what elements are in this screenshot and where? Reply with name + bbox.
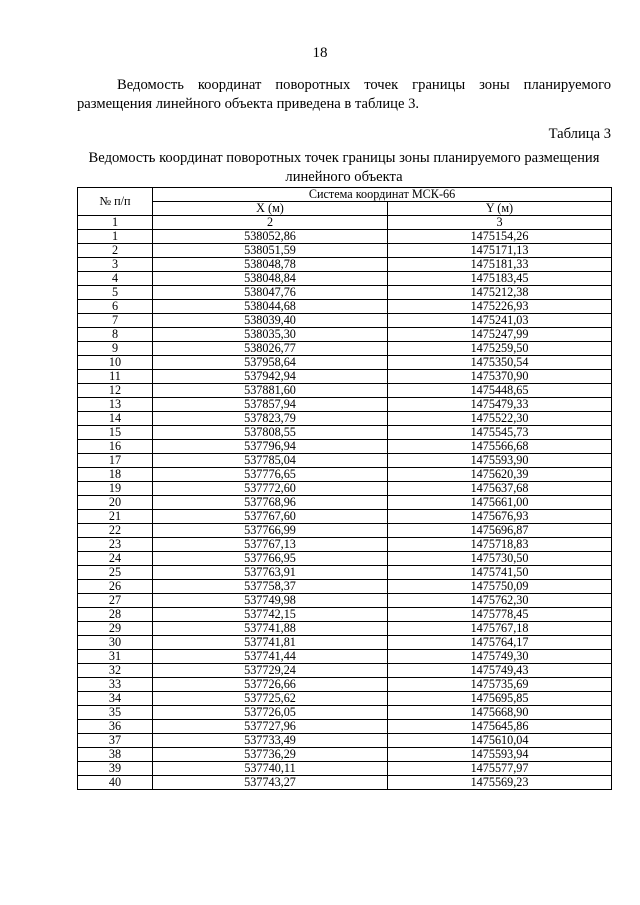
column-number: 3: [388, 216, 612, 230]
table-row: [78, 258, 612, 272]
y-coordinate-cell: 1475545,73: [388, 426, 612, 440]
x-coordinate-cell: 537772,60: [153, 482, 388, 496]
y-coordinate-cell: 1475778,45: [388, 608, 612, 622]
table-row: [78, 328, 612, 342]
column-number-row: [78, 216, 612, 230]
point-number-cell: 25: [78, 566, 153, 580]
table-row: [78, 678, 612, 692]
y-coordinate-cell: 1475718,83: [388, 538, 612, 552]
point-number-cell: 27: [78, 594, 153, 608]
x-coordinate-cell: 537767,60: [153, 510, 388, 524]
x-coordinate-cell: 537768,96: [153, 496, 388, 510]
x-coordinate-cell: 537743,27: [153, 776, 388, 790]
table-row: [78, 342, 612, 356]
x-coordinate-cell: 537776,65: [153, 468, 388, 482]
point-number-cell: 31: [78, 650, 153, 664]
table-row: [78, 398, 612, 412]
y-coordinate-cell: 1475479,33: [388, 398, 612, 412]
table-row: [78, 636, 612, 650]
column-number: 2: [153, 216, 388, 230]
x-coordinate-cell: 537808,55: [153, 426, 388, 440]
y-coordinate-cell: 1475749,30: [388, 650, 612, 664]
point-number-cell: 21: [78, 510, 153, 524]
table-title: Ведомость координат поворотных точек границы зоны планируемого размещения линейного объекта: [88, 150, 600, 185]
table-row: [78, 286, 612, 300]
y-coordinate-cell: 1475569,23: [388, 776, 612, 790]
x-coordinate-cell: 537766,99: [153, 524, 388, 538]
table-row: [78, 664, 612, 678]
header-coordinate-system: Система координат МСК-66: [153, 188, 612, 202]
table-row: [78, 608, 612, 622]
intro-paragraph: Ведомость координат поворотных точек границы зоны планируемого размещения линейного объекта приведена в таблице 3.: [77, 77, 611, 112]
x-coordinate-cell: 537741,44: [153, 650, 388, 664]
x-coordinate-cell: 538051,59: [153, 244, 388, 258]
x-coordinate-cell: 538048,78: [153, 258, 388, 272]
y-coordinate-cell: 1475350,54: [388, 356, 612, 370]
y-coordinate-cell: 1475767,18: [388, 622, 612, 636]
x-coordinate-cell: 537749,98: [153, 594, 388, 608]
y-coordinate-cell: 1475676,93: [388, 510, 612, 524]
y-coordinate-cell: 1475259,50: [388, 342, 612, 356]
header-number: № п/п: [78, 188, 153, 216]
x-coordinate-cell: 537766,95: [153, 552, 388, 566]
y-coordinate-cell: 1475241,03: [388, 314, 612, 328]
point-number-cell: 12: [78, 384, 153, 398]
x-coordinate-cell: 537741,88: [153, 622, 388, 636]
table-row: [78, 468, 612, 482]
point-number-cell: 10: [78, 356, 153, 370]
y-coordinate-cell: 1475696,87: [388, 524, 612, 538]
table-row: [78, 314, 612, 328]
x-coordinate-cell: 538052,86: [153, 230, 388, 244]
table-row: [78, 230, 612, 244]
y-coordinate-cell: 1475762,30: [388, 594, 612, 608]
table-row: [78, 692, 612, 706]
column-number: 1: [78, 216, 153, 230]
x-coordinate-cell: 537942,94: [153, 370, 388, 384]
y-coordinate-cell: 1475668,90: [388, 706, 612, 720]
y-coordinate-cell: 1475764,17: [388, 636, 612, 650]
point-number-cell: 16: [78, 440, 153, 454]
y-coordinate-cell: 1475212,38: [388, 286, 612, 300]
point-number-cell: 34: [78, 692, 153, 706]
y-coordinate-cell: 1475183,45: [388, 272, 612, 286]
coordinates-table: [77, 187, 612, 790]
x-coordinate-cell: 537727,96: [153, 720, 388, 734]
header-y: Y (м): [388, 202, 612, 216]
x-coordinate-cell: 537785,04: [153, 454, 388, 468]
table-row: [78, 356, 612, 370]
x-coordinate-cell: 537726,05: [153, 706, 388, 720]
y-coordinate-cell: 1475661,00: [388, 496, 612, 510]
table-row: [78, 370, 612, 384]
point-number-cell: 13: [78, 398, 153, 412]
x-coordinate-cell: 537857,94: [153, 398, 388, 412]
x-coordinate-cell: 537767,13: [153, 538, 388, 552]
point-number-cell: 11: [78, 370, 153, 384]
x-coordinate-cell: 538048,84: [153, 272, 388, 286]
table-row: [78, 552, 612, 566]
x-coordinate-cell: 538026,77: [153, 342, 388, 356]
x-coordinate-cell: 537796,94: [153, 440, 388, 454]
table-row: [78, 510, 612, 524]
y-coordinate-cell: 1475577,97: [388, 762, 612, 776]
point-number-cell: 24: [78, 552, 153, 566]
point-number-cell: 3: [78, 258, 153, 272]
y-coordinate-cell: 1475637,68: [388, 482, 612, 496]
point-number-cell: 32: [78, 664, 153, 678]
y-coordinate-cell: 1475730,50: [388, 552, 612, 566]
table-label: Таблица 3: [548, 126, 611, 142]
x-coordinate-cell: 537726,66: [153, 678, 388, 692]
y-coordinate-cell: 1475695,85: [388, 692, 612, 706]
table-row: [78, 384, 612, 398]
point-number-cell: 20: [78, 496, 153, 510]
page-number: 18: [312, 45, 328, 61]
x-coordinate-cell: 537740,11: [153, 762, 388, 776]
x-coordinate-cell: 538047,76: [153, 286, 388, 300]
table-row: [78, 538, 612, 552]
point-number-cell: 9: [78, 342, 153, 356]
point-number-cell: 33: [78, 678, 153, 692]
y-coordinate-cell: 1475522,30: [388, 412, 612, 426]
point-number-cell: 5: [78, 286, 153, 300]
y-coordinate-cell: 1475593,90: [388, 454, 612, 468]
x-coordinate-cell: 538039,40: [153, 314, 388, 328]
table-row: [78, 496, 612, 510]
x-coordinate-cell: 537725,62: [153, 692, 388, 706]
x-coordinate-cell: 538035,30: [153, 328, 388, 342]
table-subheader-row: [78, 202, 612, 216]
y-coordinate-cell: 1475735,69: [388, 678, 612, 692]
table-row: [78, 244, 612, 258]
table-row: [78, 566, 612, 580]
table-row: [78, 440, 612, 454]
table-row: [78, 650, 612, 664]
y-coordinate-cell: 1475171,13: [388, 244, 612, 258]
point-number-cell: 15: [78, 426, 153, 440]
point-number-cell: 39: [78, 762, 153, 776]
x-coordinate-cell: 538044,68: [153, 300, 388, 314]
header-x: X (м): [153, 202, 388, 216]
y-coordinate-cell: 1475154,26: [388, 230, 612, 244]
point-number-cell: 18: [78, 468, 153, 482]
y-coordinate-cell: 1475610,04: [388, 734, 612, 748]
point-number-cell: 22: [78, 524, 153, 538]
point-number-cell: 30: [78, 636, 153, 650]
table-row: [78, 524, 612, 538]
point-number-cell: 37: [78, 734, 153, 748]
x-coordinate-cell: 537733,49: [153, 734, 388, 748]
table-header-row: [78, 188, 612, 202]
table-row: [78, 622, 612, 636]
table-row: [78, 272, 612, 286]
y-coordinate-cell: 1475645,86: [388, 720, 612, 734]
x-coordinate-cell: 537823,79: [153, 412, 388, 426]
table-body: [78, 230, 612, 790]
point-number-cell: 17: [78, 454, 153, 468]
table-row: [78, 762, 612, 776]
x-coordinate-cell: 537763,91: [153, 566, 388, 580]
y-coordinate-cell: 1475370,90: [388, 370, 612, 384]
x-coordinate-cell: 537729,24: [153, 664, 388, 678]
y-coordinate-cell: 1475566,68: [388, 440, 612, 454]
x-coordinate-cell: 537958,64: [153, 356, 388, 370]
point-number-cell: 38: [78, 748, 153, 762]
point-number-cell: 19: [78, 482, 153, 496]
table-row: [78, 594, 612, 608]
table-row: [78, 706, 612, 720]
point-number-cell: 23: [78, 538, 153, 552]
x-coordinate-cell: 537758,37: [153, 580, 388, 594]
point-number-cell: 29: [78, 622, 153, 636]
x-coordinate-cell: 537741,81: [153, 636, 388, 650]
y-coordinate-cell: 1475741,50: [388, 566, 612, 580]
point-number-cell: 14: [78, 412, 153, 426]
table-row: [78, 720, 612, 734]
point-number-cell: 6: [78, 300, 153, 314]
table-row: [78, 748, 612, 762]
table-row: [78, 734, 612, 748]
point-number-cell: 1: [78, 230, 153, 244]
point-number-cell: 40: [78, 776, 153, 790]
point-number-cell: 2: [78, 244, 153, 258]
y-coordinate-cell: 1475247,99: [388, 328, 612, 342]
y-coordinate-cell: 1475593,94: [388, 748, 612, 762]
y-coordinate-cell: 1475620,39: [388, 468, 612, 482]
point-number-cell: 36: [78, 720, 153, 734]
point-number-cell: 28: [78, 608, 153, 622]
x-coordinate-cell: 537736,29: [153, 748, 388, 762]
table-row: [78, 300, 612, 314]
y-coordinate-cell: 1475750,09: [388, 580, 612, 594]
table-row: [78, 426, 612, 440]
table-row: [78, 412, 612, 426]
point-number-cell: 7: [78, 314, 153, 328]
y-coordinate-cell: 1475749,43: [388, 664, 612, 678]
point-number-cell: 4: [78, 272, 153, 286]
point-number-cell: 26: [78, 580, 153, 594]
y-coordinate-cell: 1475181,33: [388, 258, 612, 272]
table-row: [78, 580, 612, 594]
table-row: [78, 454, 612, 468]
table-row: [78, 776, 612, 790]
y-coordinate-cell: 1475226,93: [388, 300, 612, 314]
table-row: [78, 482, 612, 496]
point-number-cell: 8: [78, 328, 153, 342]
point-number-cell: 35: [78, 706, 153, 720]
x-coordinate-cell: 537742,15: [153, 608, 388, 622]
y-coordinate-cell: 1475448,65: [388, 384, 612, 398]
x-coordinate-cell: 537881,60: [153, 384, 388, 398]
